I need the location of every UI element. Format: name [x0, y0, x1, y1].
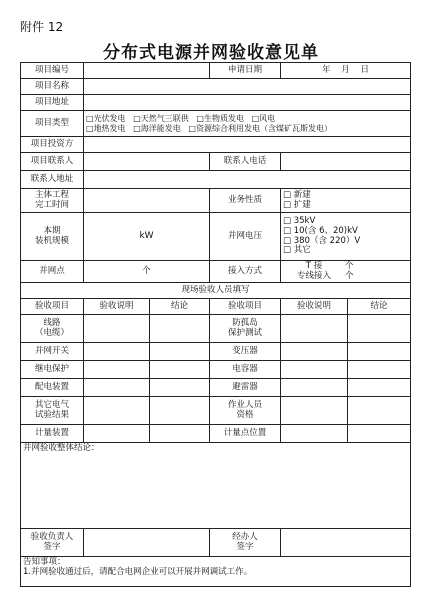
check-desc-relay[interactable] [84, 361, 150, 379]
checkbox-other-voltage[interactable]: □ [283, 245, 292, 256]
acceptance-form-table [20, 62, 411, 587]
overall-conclusion-label: 并网验收整体结论： [23, 443, 100, 453]
contact-phone-field[interactable] [281, 153, 411, 171]
row-contact [21, 153, 411, 171]
option-expand: 扩建 [293, 199, 311, 210]
grid-point-label: 并网点 [21, 261, 84, 283]
capacity-label [21, 213, 84, 261]
checkbox-wind[interactable]: □ [251, 114, 260, 124]
business-type-options [281, 189, 411, 213]
check-row-switch [21, 343, 411, 361]
capacity-unit: kW [139, 231, 154, 242]
check-desc-switch[interactable] [84, 343, 150, 361]
row-signatures [21, 529, 411, 557]
checkbox-35kv[interactable]: □ [283, 215, 292, 226]
check-desc-staff-qualification[interactable] [281, 397, 348, 425]
project-type-options [84, 111, 411, 137]
col-conclusion-left: 结论 [150, 299, 210, 315]
option-gas-triple: 天然气三联供 [140, 114, 189, 124]
check-row-other-tests [21, 397, 411, 425]
check-item-metering: 计量装置 [21, 425, 84, 443]
check-conclusion-relay[interactable] [150, 361, 210, 379]
contact-phone-label: 联系人电话 [210, 153, 281, 171]
main-completion-field[interactable] [84, 189, 210, 213]
check-item-line-1: 线路 [43, 317, 61, 328]
access-line-label: 专线接入 [296, 270, 331, 281]
option-other-voltage: 其它 [293, 245, 311, 256]
leader-sign-label-2: 签字 [43, 541, 61, 552]
check-conclusion-capacitor[interactable] [348, 361, 411, 379]
contact-address-field[interactable] [84, 171, 411, 189]
project-no-label: 项目编号 [21, 63, 84, 79]
check-desc-capacitor[interactable] [281, 361, 348, 379]
access-mode-field[interactable] [281, 261, 411, 283]
option-380v: 380（含 220）V [293, 235, 361, 246]
project-name-label: 项目名称 [21, 79, 84, 95]
checkbox-biomass[interactable]: □ [196, 114, 204, 124]
row-project-address [21, 95, 411, 111]
apply-date-field[interactable] [281, 63, 411, 79]
main-completion-label-1: 主体工程 [34, 189, 69, 200]
project-no-field[interactable] [84, 63, 210, 79]
checkbox-ocean[interactable]: □ [133, 123, 141, 133]
row-onsite-section [21, 283, 411, 299]
row-main-completion [21, 189, 411, 213]
check-row-distribution [21, 379, 411, 397]
row-grid-point [21, 261, 411, 283]
check-item-other-tests-2: 试验结果 [34, 409, 69, 420]
row-check-header [21, 299, 411, 315]
leader-sign-label [21, 529, 84, 557]
overall-conclusion-field[interactable] [21, 443, 411, 529]
project-address-field[interactable] [84, 95, 411, 111]
col-desc-right: 验收说明 [281, 299, 348, 315]
apply-date-label: 申请日期 [210, 63, 281, 79]
handler-sign-label-1: 经办人 [232, 531, 258, 542]
handler-sign-label [210, 529, 281, 557]
check-conclusion-distribution[interactable] [150, 379, 210, 397]
check-conclusion-other-tests[interactable] [150, 397, 210, 425]
check-item-staff-qualification-1: 作业人员 [227, 399, 262, 410]
row-contact-address [21, 171, 411, 189]
check-item-capacitor: 电容器 [210, 361, 281, 379]
check-item-line-2: （电缆） [34, 327, 69, 338]
option-35kv: 35kV [293, 215, 316, 226]
row-overall-conclusion [21, 443, 411, 529]
check-conclusion-metering-point[interactable] [348, 425, 411, 443]
checkbox-380v[interactable]: □ [283, 235, 292, 246]
option-10kv: 10(含 6、20)kV [293, 225, 358, 236]
check-row-line [21, 315, 411, 343]
main-completion-label-2: 完工时间 [34, 199, 69, 210]
checkbox-10kv[interactable]: □ [283, 225, 292, 236]
check-desc-anti-islanding[interactable] [281, 315, 348, 343]
contact-address-label: 联系人地址 [21, 171, 84, 189]
row-project-type [21, 111, 411, 137]
row-project-name [21, 79, 411, 95]
check-item-metering-point: 计量点位置 [210, 425, 281, 443]
check-conclusion-anti-islanding[interactable] [348, 315, 411, 343]
project-address-label: 项目地址 [21, 95, 84, 111]
leader-sign-field[interactable] [84, 529, 210, 557]
option-new: 新建 [293, 189, 311, 200]
checkbox-resource-reuse[interactable]: □ [188, 123, 196, 133]
check-desc-other-tests[interactable] [84, 397, 150, 425]
check-item-staff-qualification [210, 397, 281, 425]
investor-field[interactable] [84, 137, 411, 153]
option-biomass: 生物质发电 [203, 114, 244, 124]
check-desc-distribution[interactable] [84, 379, 150, 397]
check-conclusion-metering[interactable] [150, 425, 210, 443]
access-t-unit: 个 [345, 260, 354, 271]
annex-label: 附件 12 [20, 20, 64, 34]
project-type-label: 项目类型 [21, 111, 84, 137]
access-t-label: T 接 [305, 260, 323, 271]
onsite-section-header: 现场验收人员填写 [21, 283, 411, 299]
check-row-metering [21, 425, 411, 443]
handler-sign-label-2: 签字 [236, 541, 254, 552]
main-completion-label [21, 189, 84, 213]
check-item-anti-islanding-2: 保护测试 [227, 327, 262, 338]
grid-point-field[interactable] [84, 261, 210, 283]
check-desc-arrester[interactable] [281, 379, 348, 397]
voltage-options [281, 213, 411, 261]
option-wind: 风电 [259, 114, 276, 124]
leader-sign-label-1: 验收负责人 [30, 531, 74, 542]
option-geothermal: 地热发电 [93, 123, 126, 133]
check-conclusion-transformer[interactable] [348, 343, 411, 361]
notice-block [21, 557, 411, 587]
capacity-label-2: 装机规模 [34, 235, 69, 246]
option-ocean: 海洋能发电 [140, 123, 181, 133]
checkbox-pv[interactable]: □ [86, 114, 94, 124]
check-conclusion-line[interactable] [150, 315, 210, 343]
grid-point-unit: 个 [142, 265, 151, 276]
checkbox-geothermal[interactable]: □ [86, 123, 94, 133]
row-capacity [21, 213, 411, 261]
contact-label: 项目联系人 [21, 153, 84, 171]
contact-field[interactable] [84, 153, 210, 171]
col-item-right: 验收项目 [210, 299, 281, 315]
check-desc-metering[interactable] [84, 425, 150, 443]
option-pv: 光伏发电 [93, 114, 126, 124]
check-item-relay: 继电保护 [21, 361, 84, 379]
check-item-other-tests-1: 其它电气 [34, 399, 69, 410]
check-conclusion-arrester[interactable] [348, 379, 411, 397]
row-investor [21, 137, 411, 153]
checkbox-new[interactable]: □ [283, 189, 292, 200]
handler-sign-field[interactable] [281, 529, 411, 557]
check-item-anti-islanding-1: 防孤岛 [232, 317, 258, 328]
investor-label: 项目投资方 [21, 137, 84, 153]
col-conclusion-right: 结论 [348, 299, 411, 315]
check-desc-metering-point[interactable] [281, 425, 348, 443]
capacity-label-1: 本期 [43, 225, 61, 236]
project-name-field[interactable] [84, 79, 411, 95]
check-item-staff-qualification-2: 资格 [236, 409, 254, 420]
capacity-field[interactable] [84, 213, 210, 261]
check-item-transformer: 变压器 [210, 343, 281, 361]
check-desc-transformer[interactable] [281, 343, 348, 361]
notice-title: 告知事项： [23, 557, 66, 567]
col-item-left: 验收项目 [21, 299, 84, 315]
checkbox-gas-triple[interactable]: □ [133, 114, 141, 124]
access-mode-label: 接入方式 [210, 261, 281, 283]
date-units: 年 月 日 [321, 64, 370, 75]
row-project-no [21, 63, 411, 79]
check-item-arrester: 避雷器 [210, 379, 281, 397]
form-title: 分布式电源并网验收意见单 [103, 43, 319, 63]
voltage-label: 并网电压 [210, 213, 281, 261]
check-item-anti-islanding [210, 315, 281, 343]
access-line-unit: 个 [345, 270, 354, 281]
check-item-switch: 并网开关 [21, 343, 84, 361]
notice-item-1: 1.并网验收通过后，请配合电网企业可以开展并网调试工作。 [23, 566, 253, 577]
col-desc-left: 验收说明 [84, 299, 150, 315]
check-item-other-tests [21, 397, 84, 425]
row-notice [21, 557, 411, 587]
checkbox-expand[interactable]: □ [283, 199, 292, 210]
check-conclusion-staff-qualification[interactable] [348, 397, 411, 425]
option-resource-reuse: 资源综合利用发电（含煤矿瓦斯发电） [195, 123, 332, 133]
check-item-line [21, 315, 84, 343]
check-item-distribution: 配电装置 [21, 379, 84, 397]
business-type-label: 业务性质 [210, 189, 281, 213]
check-desc-line[interactable] [84, 315, 150, 343]
check-row-relay [21, 361, 411, 379]
check-conclusion-switch[interactable] [150, 343, 210, 361]
